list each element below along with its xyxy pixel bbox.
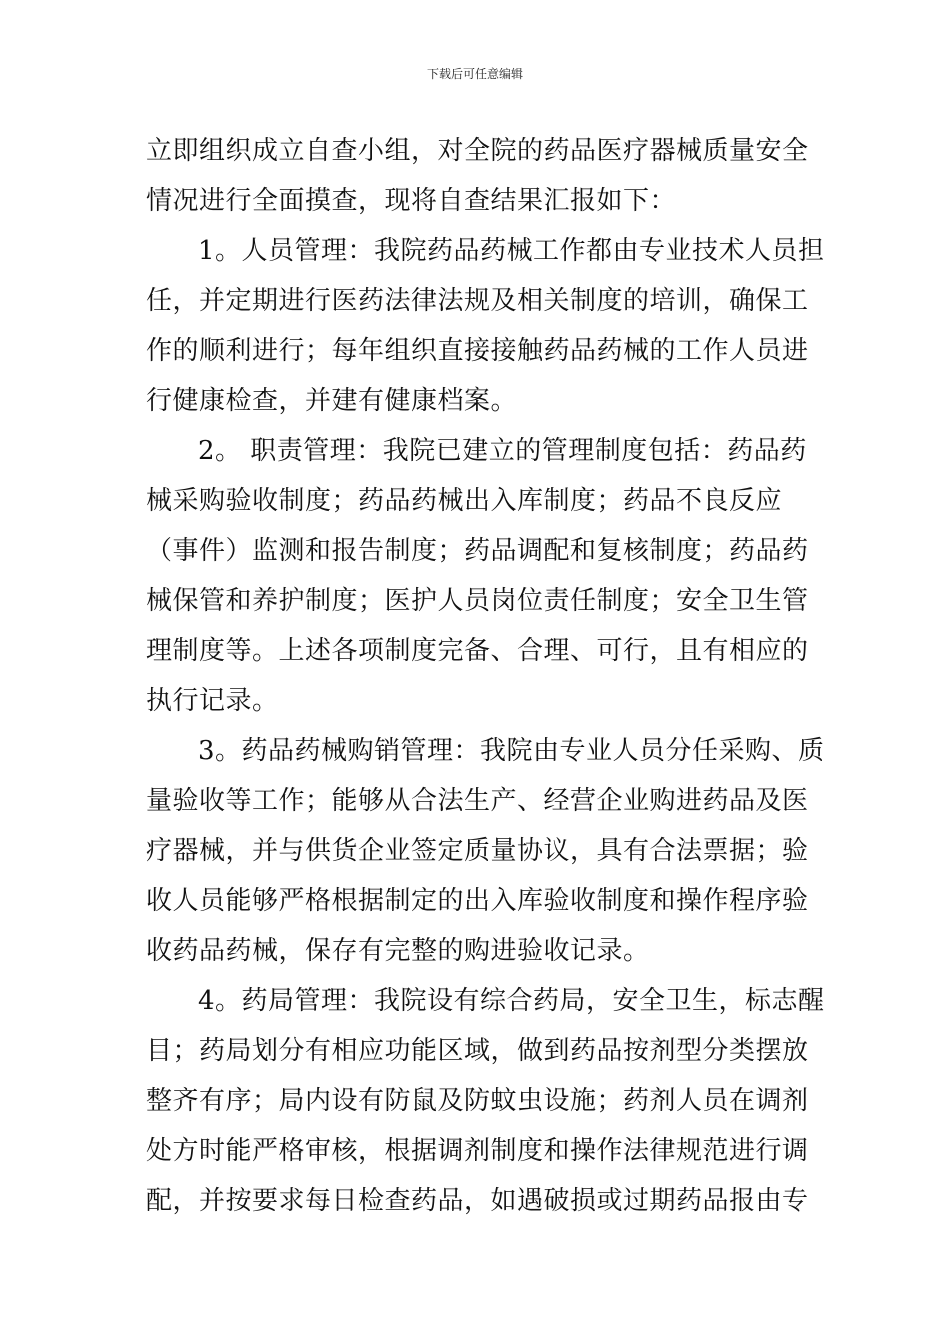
- paragraph-intro: [146, 126, 809, 226]
- text-line: 理制度等。上述各项制度完备、合理、可行，且有相应的: [146, 636, 809, 666]
- text-line: 量验收等工作；能够从合法生产、经营企业购进药品及医: [146, 786, 809, 816]
- document-body: [146, 126, 825, 1226]
- text-line: 处方时能严格审核，根据调剂制度和操作法律规范进行调: [146, 1136, 809, 1166]
- text-line: 3。药品药械购销管理：我院由专业人员分任采购、质: [198, 736, 825, 766]
- text-line: 作的顺利进行；每年组织直接接触药品药械的工作人员进: [146, 336, 809, 366]
- text-line: 整齐有序；局内设有防鼠及防蚊虫设施；药剂人员在调剂: [146, 1086, 809, 1116]
- page-header: 下载后可任意编辑: [426, 67, 523, 81]
- paragraph-purchase-management: [146, 726, 825, 976]
- text-line: （事件）监测和报告制度；药品调配和复核制度；药品药: [146, 536, 809, 566]
- paragraph-duty-management: [146, 426, 809, 726]
- text-line: 疗器械，并与供货企业签定质量协议，具有合法票据；验: [146, 836, 809, 866]
- text-line: 械采购验收制度；药品药械出入库制度；药品不良反应: [146, 486, 783, 516]
- text-line: 1。人员管理：我院药品药械工作都由专业技术人员担: [198, 236, 825, 266]
- text-line: 收人员能够严格根据制定的出入库验收制度和操作程序验: [146, 886, 809, 916]
- text-line: 情况进行全面摸查，现将自查结果汇报如下：: [146, 186, 677, 216]
- paragraph-pharmacy-management: [146, 976, 825, 1226]
- text-line: 配，并按要求每日检查药品，如遇破损或过期药品报由专: [146, 1186, 809, 1216]
- text-line: 行健康检查，并建有健康档案。: [146, 386, 518, 416]
- text-line: 收药品药械，保存有完整的购进验收记录。: [146, 936, 650, 966]
- text-line: 目；药局划分有相应功能区域，做到药品按剂型分类摆放: [146, 1036, 809, 1066]
- text-line: 任，并定期进行医药法律法规及相关制度的培训，确保工: [146, 286, 809, 316]
- text-line: 4。药局管理：我院设有综合药局，安全卫生，标志醒: [198, 986, 825, 1016]
- text-line: 械保管和养护制度；医护人员岗位责任制度；安全卫生管: [146, 586, 809, 616]
- text-line: 2。 职责管理：我院已建立的管理制度包括：药品药: [198, 436, 807, 466]
- text-line: 立即组织成立自查小组，对全院的药品医疗器械质量安全: [146, 136, 809, 166]
- text-line: 执行记录。: [146, 686, 279, 716]
- paragraph-personnel-management: [146, 226, 825, 426]
